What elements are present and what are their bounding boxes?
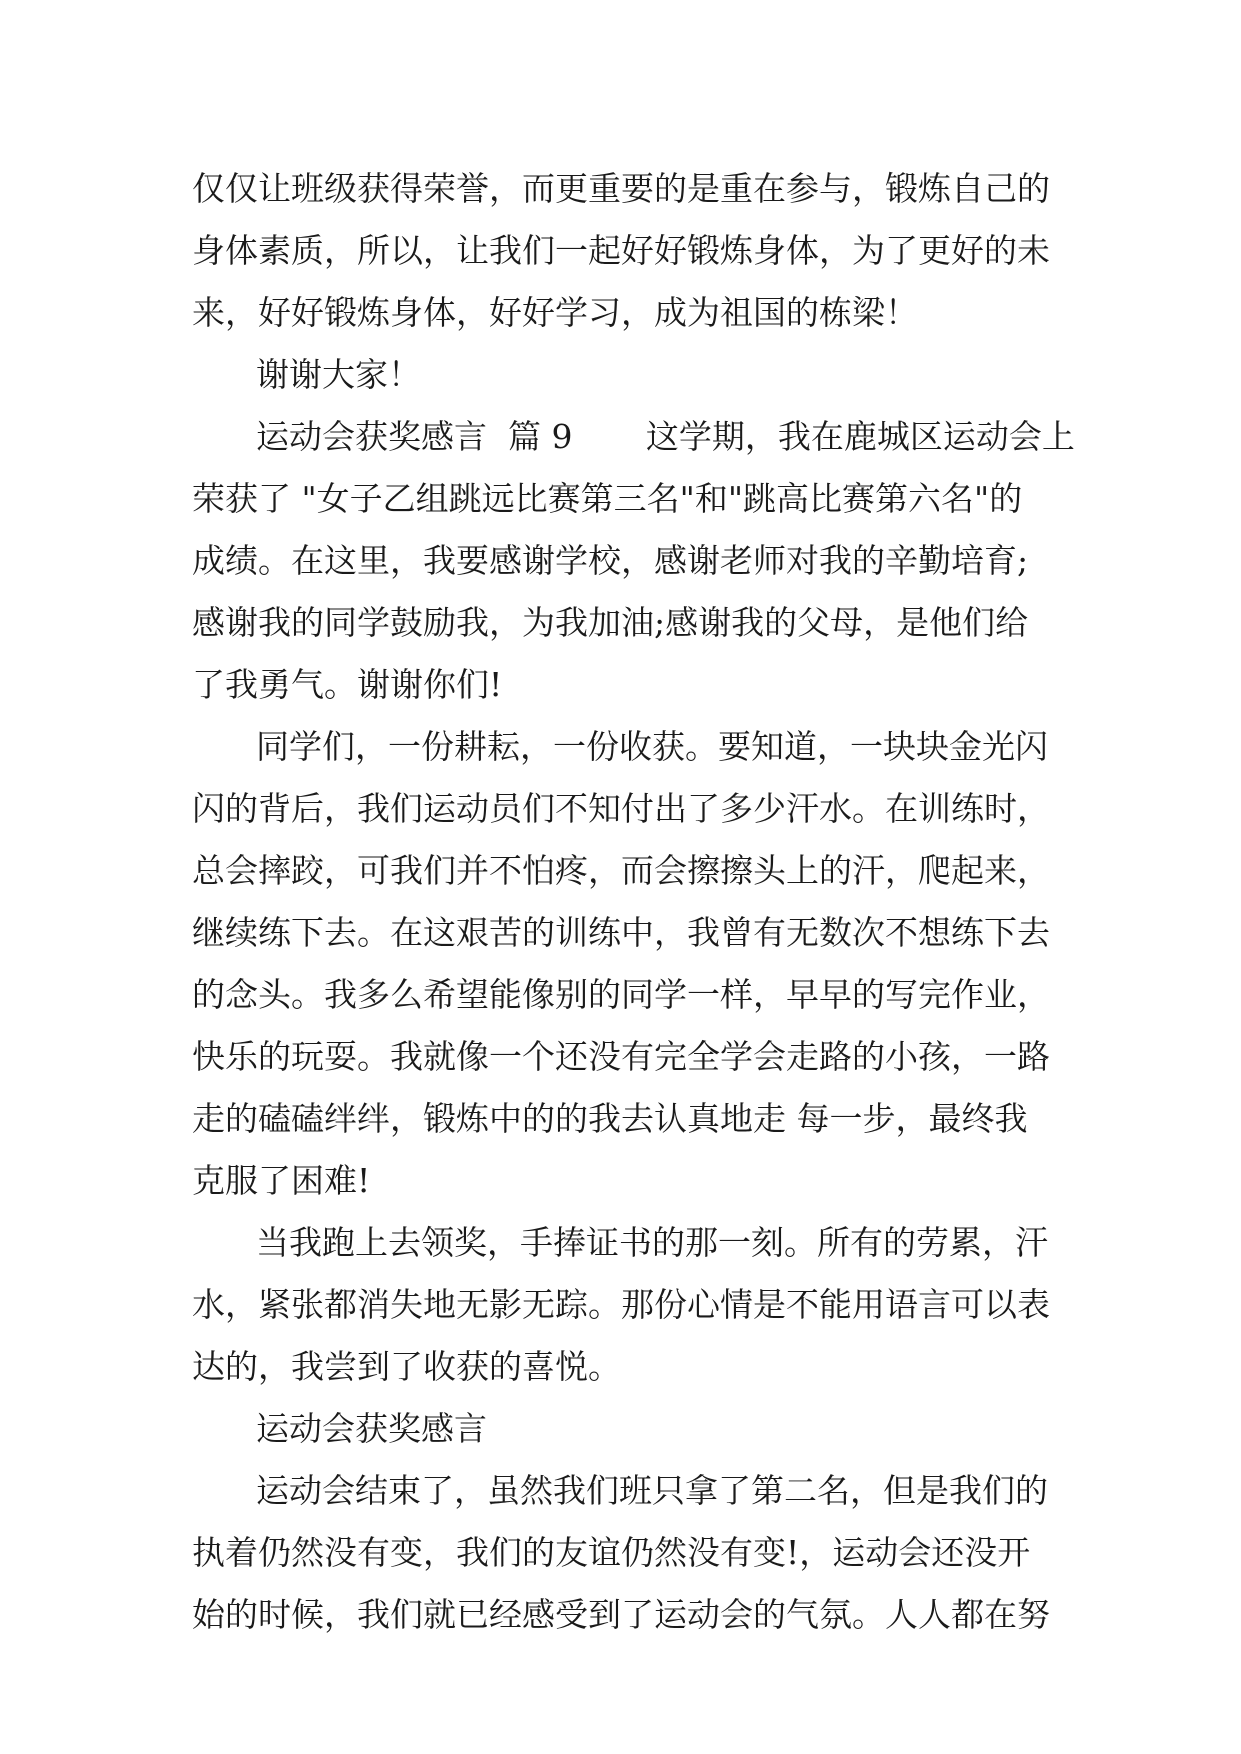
text-line: 同学们，一份耕耘，一份收获。要知道，一块块金光闪: [256, 727, 1048, 766]
text-line: 克服了困难!: [192, 1161, 371, 1200]
text-line: 谢谢大家！: [256, 355, 421, 394]
text-line: 总会摔跤，可我们并不怕疼，而会擦擦头上的汗，爬起来，: [192, 851, 1050, 890]
text-line: 水，紧张都消失地无影无踪。那份心情是不能用语言可以表: [192, 1285, 1050, 1324]
text-line: 继续练下去。在这艰苦的训练中，我曾有无数次不想练下去: [192, 913, 1050, 952]
text-line: 身体素质，所以，让我们一起好好锻炼身体，为了更好的未: [192, 231, 1050, 270]
body-text: [192, 158, 1075, 1646]
text-line: 运动会结束了，虽然我们班只拿了第二名，但是我们的: [256, 1471, 1048, 1510]
text-line: 达的，我尝到了收获的喜悦。: [192, 1347, 621, 1386]
text-line: 快乐的玩耍。我就像一个还没有完全学会走路的小孩，一路: [192, 1037, 1050, 1076]
text-line: 当我跑上去领奖，手捧证书的那一刻。所有的劳累，汗: [256, 1223, 1048, 1262]
text-line: 闪的背后，我们运动员们不知付出了多少汗水。在训练时，: [192, 789, 1050, 828]
section-heading-line: 运动会获奖感言: [256, 1409, 487, 1448]
text-line: 荣获了 "女子乙组跳远比赛第三名"和"跳高比赛第六名"的: [192, 479, 1023, 518]
text-line: 仅仅让班级获得荣誉，而更重要的是重在参与，锻炼自己的: [192, 169, 1050, 208]
text-line: 走的磕磕绊绊，锻炼中的的我去认真地走 每一步，最终我: [192, 1099, 1028, 1138]
text-line: 始的时候，我们就已经感受到了运动会的气氛。人人都在努: [192, 1595, 1050, 1634]
text-line: 的念头。我多么希望能像别的同学一样，早早的写完作业，: [192, 975, 1050, 1014]
text-line: 执着仍然没有变，我们的友谊仍然没有变!，运动会还没开: [192, 1533, 1031, 1572]
text-line: 来，好好锻炼身体，好好学习，成为祖国的栋梁！: [192, 293, 918, 332]
section-heading-line: 运动会获奖感言 篇 9 这学期，我在鹿城区运动会上: [256, 417, 1075, 456]
text-line: 了我勇气。谢谢你们!: [192, 665, 503, 704]
text-line: 感谢我的同学鼓励我，为我加油;感谢我的父母，是他们给: [192, 603, 1029, 642]
text-line: 成绩。在这里，我要感谢学校，感谢老师对我的辛勤培育;: [192, 541, 1029, 580]
